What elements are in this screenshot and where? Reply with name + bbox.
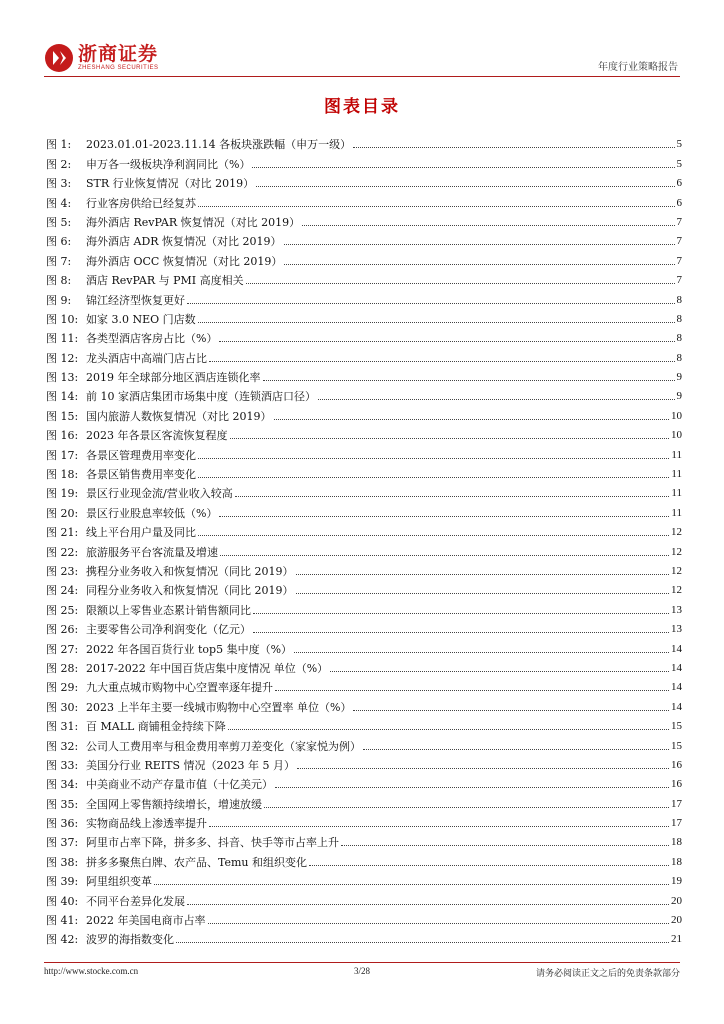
toc-entry[interactable] <box>46 190 682 209</box>
toc-page-number: 18 <box>671 836 682 849</box>
toc-caption: 各景区销售费用率变化 <box>86 468 196 482</box>
footer-page-number: 3/28 <box>353 966 370 976</box>
logo-english-name: ZHESHANG SECURITIES <box>78 65 159 71</box>
toc-entry[interactable] <box>46 617 682 636</box>
toc-figure-number: 图 2: <box>46 157 72 171</box>
toc-dot-leader <box>296 593 670 594</box>
toc-caption: 九大重点城市购物中心空置率逐年提升 <box>86 681 273 695</box>
toc-dot-leader <box>296 574 670 575</box>
toc-figure-number: 图 15: <box>46 409 79 423</box>
toc-caption: 各类型酒店客房占比（%） <box>86 332 218 346</box>
toc-entry[interactable] <box>46 403 682 422</box>
toc-caption: 公司人工费用率与租金费用率剪刀差变化（家家悦为例） <box>86 739 361 753</box>
toc-page-number: 11 <box>671 487 682 500</box>
toc-figure-number: 图 24: <box>46 584 79 598</box>
toc-entry[interactable] <box>46 559 682 578</box>
toc-page-number: 15 <box>671 739 682 752</box>
toc-page-number: 8 <box>676 351 682 364</box>
toc-entry[interactable] <box>46 927 682 946</box>
toc-figure-number: 图 7: <box>46 254 72 268</box>
toc-figure-number: 图 31: <box>46 720 79 734</box>
report-type-label: 年度行业策略报告 <box>598 62 678 73</box>
toc-figure-number: 图 30: <box>46 700 79 714</box>
toc-dot-leader <box>228 729 669 730</box>
toc-page-number: 6 <box>676 177 682 190</box>
toc-caption: 中美商业不动产存量市值（十亿美元） <box>86 778 273 792</box>
toc-entry[interactable] <box>46 442 682 461</box>
table-of-figures <box>46 132 682 946</box>
toc-caption: 2023 年各景区客流恢复程度 <box>86 429 228 443</box>
logo-chinese-name: 浙商证券 <box>78 43 159 65</box>
toc-caption: 限额以上零售业态累计销售额同比 <box>86 603 251 617</box>
toc-figure-number: 图 37: <box>46 836 79 850</box>
toc-caption: 波罗的海指数变化 <box>86 933 174 947</box>
toc-page-number: 12 <box>671 584 682 597</box>
toc-dot-leader <box>154 884 669 885</box>
toc-dot-leader <box>252 167 674 168</box>
toc-figure-number: 图 40: <box>46 894 79 908</box>
toc-caption: 海外酒店 OCC 恢复情况（对比 2019） <box>86 254 283 268</box>
toc-figure-number: 图 32: <box>46 739 79 753</box>
toc-page-number: 19 <box>671 875 682 888</box>
toc-entry[interactable] <box>46 210 682 229</box>
toc-figure-number: 图 5: <box>46 215 72 229</box>
toc-figure-number: 图 29: <box>46 681 79 695</box>
toc-dot-leader <box>198 458 669 459</box>
toc-dot-leader <box>363 749 669 750</box>
toc-page-number: 7 <box>676 215 682 228</box>
header-divider <box>44 76 680 77</box>
toc-page-number: 16 <box>671 778 682 791</box>
toc-page-number: 9 <box>676 371 682 384</box>
toc-entry[interactable] <box>46 578 682 597</box>
toc-title: 图表目录 <box>324 97 400 117</box>
footer-url-link[interactable]: http://www.stocke.com.cn <box>44 966 139 976</box>
toc-dot-leader <box>253 632 669 633</box>
toc-caption: 百 MALL 商铺租金持续下降 <box>86 720 226 734</box>
toc-caption: 2019 年全球部分地区酒店连锁化率 <box>86 371 261 385</box>
toc-figure-number: 图 4: <box>46 196 72 210</box>
toc-caption: 实物商品线上渗透率提升 <box>86 817 207 831</box>
toc-page-number: 9 <box>676 390 682 403</box>
toc-dot-leader <box>274 419 670 420</box>
toc-entry[interactable] <box>46 132 682 151</box>
toc-entry[interactable] <box>46 423 682 442</box>
toc-page-number: 5 <box>676 157 682 170</box>
toc-entry[interactable] <box>46 791 682 810</box>
toc-entry[interactable] <box>46 500 682 519</box>
toc-entry[interactable] <box>46 287 682 306</box>
toc-page-number: 15 <box>671 720 682 733</box>
toc-page-number: 17 <box>671 817 682 830</box>
toc-page-number: 18 <box>671 855 682 868</box>
toc-caption: 酒店 RevPAR 与 PMI 高度相关 <box>86 274 244 288</box>
toc-figure-number: 图 3: <box>46 177 72 191</box>
toc-caption: 2023 上半年主要一线城市购物中心空置率 单位（%） <box>86 700 352 714</box>
toc-caption: 如家 3.0 NEO 门店数 <box>86 312 196 326</box>
toc-entry[interactable] <box>46 772 682 791</box>
toc-figure-number: 图 13: <box>46 371 79 385</box>
toc-entry[interactable] <box>46 733 682 752</box>
toc-entry[interactable] <box>46 656 682 675</box>
toc-figure-number: 图 38: <box>46 855 79 869</box>
toc-page-number: 17 <box>671 797 682 810</box>
toc-figure-number: 图 21: <box>46 526 79 540</box>
toc-dot-leader <box>353 147 674 148</box>
toc-figure-number: 图 20: <box>46 506 79 520</box>
toc-entry[interactable] <box>46 151 682 170</box>
toc-dot-leader <box>230 438 670 439</box>
toc-figure-number: 图 23: <box>46 564 79 578</box>
toc-entry[interactable] <box>46 520 682 539</box>
toc-page-number: 14 <box>671 700 682 713</box>
toc-dot-leader <box>284 264 674 265</box>
toc-figure-number: 图 18: <box>46 468 79 482</box>
toc-page-number: 20 <box>671 894 682 907</box>
toc-dot-leader <box>264 807 669 808</box>
toc-dot-leader <box>198 322 675 323</box>
toc-figure-number: 图 42: <box>46 933 79 947</box>
toc-dot-leader <box>198 206 675 207</box>
toc-page-number: 10 <box>671 409 682 422</box>
toc-figure-number: 图 1: <box>46 138 72 152</box>
toc-dot-leader <box>353 710 669 711</box>
toc-entry[interactable] <box>46 597 682 616</box>
toc-page-number: 11 <box>671 506 682 519</box>
toc-entry[interactable] <box>46 462 682 481</box>
toc-entry[interactable] <box>46 888 682 907</box>
toc-entry[interactable] <box>46 229 682 248</box>
toc-caption: 携程分业务收入和恢复情况（同比 2019） <box>86 564 294 578</box>
toc-page-number: 8 <box>676 293 682 306</box>
toc-entry[interactable] <box>46 539 682 558</box>
toc-caption: 景区行业现金流/营业收入较高 <box>86 487 233 501</box>
toc-caption: 旅游服务平台客流量及增速 <box>86 545 218 559</box>
toc-caption: 主要零售公司净利润变化（亿元） <box>86 623 251 637</box>
toc-figure-number: 图 36: <box>46 817 79 831</box>
toc-entry[interactable] <box>46 345 682 364</box>
toc-entry[interactable] <box>46 811 682 830</box>
toc-entry[interactable] <box>46 675 682 694</box>
toc-caption: 2023.01.01-2023.11.14 各板块涨跌幅（申万一级） <box>86 138 352 152</box>
toc-figure-number: 图 25: <box>46 603 79 617</box>
toc-figure-number: 图 17: <box>46 448 79 462</box>
toc-caption: 不同平台差异化发展 <box>86 894 185 908</box>
toc-page-number: 14 <box>671 681 682 694</box>
toc-dot-leader <box>246 283 675 284</box>
toc-caption: 美国分行业 REITS 情况（2023 年 5 月） <box>86 758 296 772</box>
toc-caption: 申万各一级板块净利润同比（%） <box>86 157 251 171</box>
toc-entry[interactable] <box>46 307 682 326</box>
zheshang-logo-icon <box>44 43 74 73</box>
toc-entry[interactable] <box>46 481 682 500</box>
toc-caption: 各景区管理费用率变化 <box>86 448 196 462</box>
toc-dot-leader <box>220 555 669 556</box>
toc-caption: 2022 年美国电商市占率 <box>86 914 206 928</box>
toc-page-number: 12 <box>671 564 682 577</box>
toc-caption: 同程分业务收入和恢复情况（同比 2019） <box>86 584 294 598</box>
toc-caption: 2022 年各国百货行业 top5 集中度（%） <box>86 642 293 656</box>
toc-dot-leader <box>187 904 669 905</box>
toc-page-number: 6 <box>676 196 682 209</box>
toc-dot-leader <box>275 787 669 788</box>
toc-figure-number: 图 39: <box>46 875 79 889</box>
toc-caption: 海外酒店 RevPAR 恢复情况（对比 2019） <box>86 215 301 229</box>
toc-page-number: 8 <box>676 312 682 325</box>
toc-page-number: 14 <box>671 642 682 655</box>
toc-figure-number: 图 8: <box>46 274 72 288</box>
toc-figure-number: 图 41: <box>46 914 79 928</box>
toc-dot-leader <box>209 826 669 827</box>
toc-dot-leader <box>341 845 669 846</box>
toc-caption: 龙头酒店中高端门店占比 <box>86 351 207 365</box>
toc-caption: 阿里组织变革 <box>86 875 152 889</box>
toc-dot-leader <box>198 477 669 478</box>
toc-dot-leader <box>256 186 674 187</box>
toc-page-number: 16 <box>671 758 682 771</box>
toc-figure-number: 图 6: <box>46 235 72 249</box>
toc-dot-leader <box>297 768 669 769</box>
toc-entry[interactable] <box>46 694 682 713</box>
toc-figure-number: 图 28: <box>46 661 79 675</box>
toc-page-number: 7 <box>676 254 682 267</box>
company-logo <box>44 40 159 76</box>
toc-dot-leader <box>309 865 669 866</box>
toc-entry[interactable] <box>46 248 682 267</box>
toc-figure-number: 图 33: <box>46 758 79 772</box>
toc-page-number: 11 <box>671 468 682 481</box>
toc-dot-leader <box>318 399 675 400</box>
toc-entry[interactable] <box>46 365 682 384</box>
toc-entry[interactable] <box>46 636 682 655</box>
toc-dot-leader <box>219 516 669 517</box>
toc-figure-number: 图 10: <box>46 312 79 326</box>
toc-entry[interactable] <box>46 869 682 888</box>
toc-figure-number: 图 27: <box>46 642 79 656</box>
toc-dot-leader <box>253 613 669 614</box>
toc-dot-leader <box>176 942 669 943</box>
toc-dot-leader <box>198 535 669 536</box>
toc-dot-leader <box>219 341 674 342</box>
toc-page-number: 10 <box>671 429 682 442</box>
toc-caption: STR 行业恢复情况（对比 2019） <box>86 177 255 191</box>
toc-caption: 国内旅游人数恢复情况（对比 2019） <box>86 409 272 423</box>
toc-dot-leader <box>208 923 670 924</box>
toc-dot-leader <box>302 225 674 226</box>
toc-caption: 线上平台用户量及同比 <box>86 526 196 540</box>
toc-entry[interactable] <box>46 326 682 345</box>
toc-dot-leader <box>284 244 675 245</box>
toc-entry[interactable] <box>46 171 682 190</box>
toc-dot-leader <box>263 380 675 381</box>
toc-page-number: 7 <box>676 274 682 287</box>
toc-page-number: 20 <box>671 914 682 927</box>
toc-page-number: 14 <box>671 661 682 674</box>
toc-entry[interactable] <box>46 268 682 287</box>
toc-figure-number: 图 9: <box>46 293 72 307</box>
toc-page-number: 5 <box>676 138 682 151</box>
toc-figure-number: 图 34: <box>46 778 79 792</box>
toc-caption: 行业客房供给已经复苏 <box>86 196 196 210</box>
toc-figure-number: 图 14: <box>46 390 79 404</box>
toc-caption: 景区行业股息率较低（%） <box>86 506 218 520</box>
toc-figure-number: 图 22: <box>46 545 79 559</box>
toc-caption: 阿里市占率下降，拼多多、抖音、快手等市占率上升 <box>86 836 339 850</box>
toc-page-number: 13 <box>671 603 682 616</box>
toc-figure-number: 图 12: <box>46 351 79 365</box>
toc-page-number: 12 <box>671 545 682 558</box>
toc-caption: 2017-2022 年中国百货店集中度情况 单位（%） <box>86 661 329 675</box>
footer-disclaimer: 请务必阅读正文之后的免责条款部分 <box>535 969 680 979</box>
toc-figure-number: 图 11: <box>46 332 79 346</box>
toc-entry[interactable] <box>46 714 682 733</box>
toc-dot-leader <box>209 361 675 362</box>
toc-page-number: 21 <box>671 933 682 946</box>
toc-caption: 前 10 家酒店集团市场集中度（连锁酒店口径） <box>86 390 316 404</box>
toc-dot-leader <box>275 690 669 691</box>
toc-dot-leader <box>330 671 669 672</box>
page-footer <box>44 966 680 980</box>
toc-entry[interactable] <box>46 384 682 403</box>
toc-entry[interactable] <box>46 830 682 849</box>
toc-page-number: 13 <box>671 623 682 636</box>
toc-entry[interactable] <box>46 849 682 868</box>
toc-caption: 拼多多聚焦白牌、农产品、Temu 和组织变化 <box>86 855 308 869</box>
toc-dot-leader <box>294 652 669 653</box>
toc-dot-leader <box>187 303 675 304</box>
toc-dot-leader <box>235 496 670 497</box>
footer-divider <box>44 962 680 963</box>
toc-page-number: 12 <box>671 526 682 539</box>
toc-page-number: 11 <box>671 448 682 461</box>
toc-caption: 海外酒店 ADR 恢复情况（对比 2019） <box>86 235 282 249</box>
toc-page-number: 8 <box>676 332 682 345</box>
toc-entry[interactable] <box>46 908 682 927</box>
toc-figure-number: 图 35: <box>46 797 79 811</box>
toc-caption: 锦江经济型恢复更好 <box>86 293 185 307</box>
toc-figure-number: 图 19: <box>46 487 79 501</box>
toc-entry[interactable] <box>46 753 682 772</box>
toc-caption: 全国网上零售额持续增长，增速放缓 <box>86 797 262 811</box>
page-header <box>0 0 724 80</box>
toc-page-number: 7 <box>676 235 682 248</box>
toc-figure-number: 图 26: <box>46 623 79 637</box>
toc-figure-number: 图 16: <box>46 429 79 443</box>
